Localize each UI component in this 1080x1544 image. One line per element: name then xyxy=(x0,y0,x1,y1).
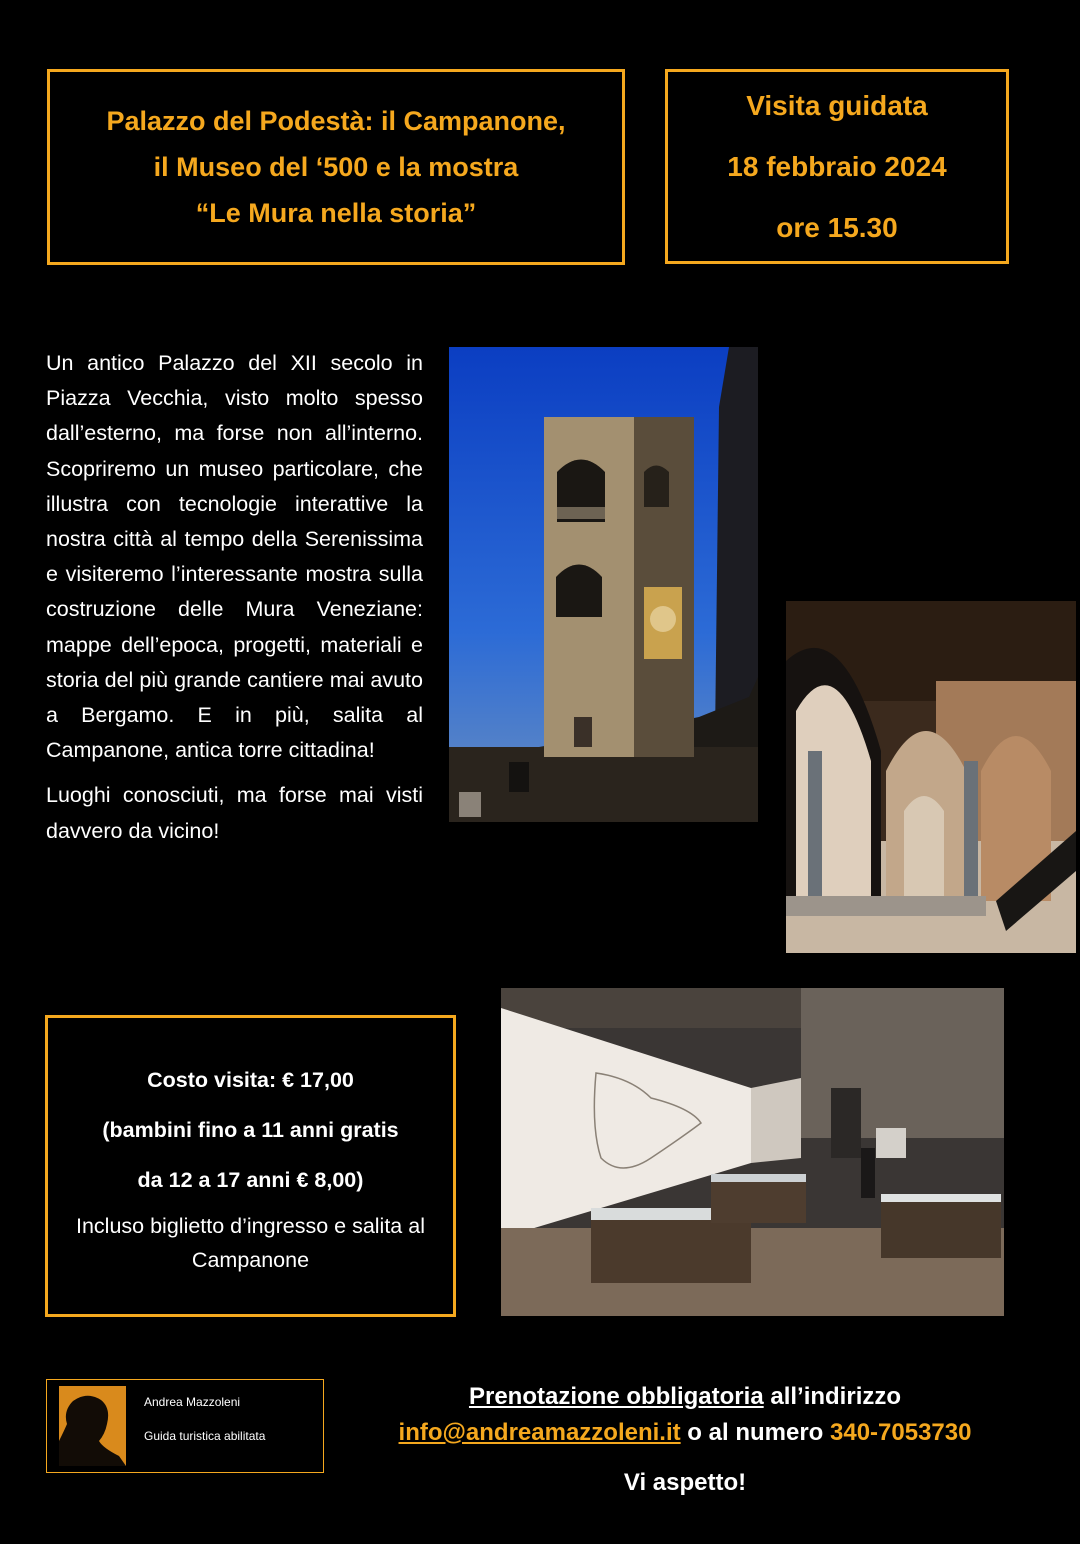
event-date-box xyxy=(665,69,1009,264)
guide-role: Guida turistica abilitata xyxy=(144,1429,266,1443)
title-line-1: Palazzo del Podestà: il Campanone, xyxy=(106,106,566,136)
booking-info xyxy=(340,1379,1030,1501)
event-time: ore 15.30 xyxy=(776,212,898,243)
guide-avatar xyxy=(59,1386,126,1466)
cost-box xyxy=(45,1015,456,1317)
title-line-2: il Museo del ‘500 e la mostra xyxy=(153,152,519,182)
booking-at-address: all’indirizzo xyxy=(763,1383,902,1410)
event-label: Visita guidata xyxy=(746,90,928,121)
description-paragraph-1: Un antico Palazzo del XII secolo in Piazza Vecchia, visto molto spesso dall’esterno, ma forse non all’interno. Scopriremo un museo particolare, che illustra con tecnologie interattive la nostra città al tempo della Serenissima e visiteremo l’interessante mostra sulla costruzione delle Mura Veneziane: mappe dell’epoca, progetti, materiali e storia del più grande cantiere mai avuto a Bergamo. E in più, salita al Campanone, antica torre cittadina! xyxy=(46,351,423,763)
loggia-photo xyxy=(786,601,1076,953)
booking-or-number: o al numero xyxy=(680,1419,830,1446)
title-line-3: “Le Mura nella storia” xyxy=(195,198,477,228)
guide-card xyxy=(46,1379,324,1473)
cost-teens: da 12 a 17 anni € 8,00) xyxy=(137,1168,364,1192)
cost-children-free: (bambini fino a 11 anni gratis xyxy=(102,1118,399,1142)
cost-price: Costo visita: € 17,00 xyxy=(147,1068,354,1092)
booking-email-link[interactable]: info@andreamazzoleni.it xyxy=(398,1419,681,1446)
booking-mandatory: Prenotazione obbligatoria xyxy=(468,1383,764,1410)
description-paragraph-2: Luoghi conosciuti, ma forse mai visti davvero da vicino! xyxy=(46,783,423,843)
event-date: 18 febbraio 2024 xyxy=(727,151,947,182)
campanone-tower-photo xyxy=(449,347,758,822)
title-box xyxy=(47,69,625,265)
description xyxy=(46,346,423,849)
cost-included: Incluso biglietto d’ingresso e salita al Campanone xyxy=(76,1214,425,1272)
booking-closing: Vi aspetto! xyxy=(623,1469,747,1496)
booking-phone[interactable]: 340-7053730 xyxy=(830,1419,972,1446)
exhibition-hall-photo xyxy=(501,988,1004,1316)
guide-name: Andrea Mazzoleni xyxy=(144,1395,241,1409)
